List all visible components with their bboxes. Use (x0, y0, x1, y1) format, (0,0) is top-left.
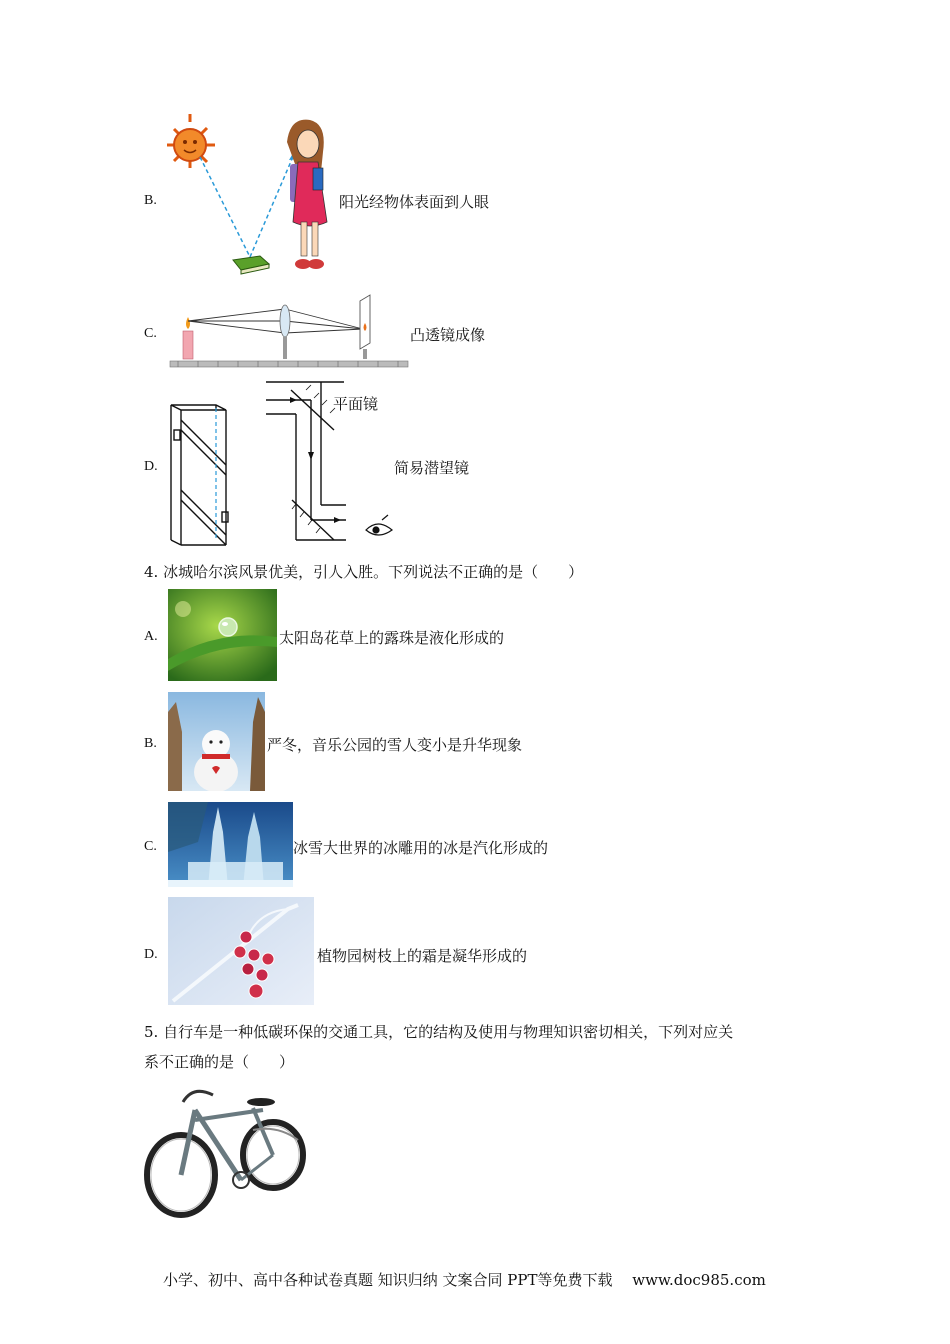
question-stem-5-line1: 5. 自行车是一种低碳环保的交通工具，它的结构及使用与物理知识密切相关，下列对应关 (144, 1023, 734, 1041)
page-footer: 小学、初中、高中各种试卷真题 知识归纳 文案合同 PPT等免费下载 www.doc985.com (163, 1271, 766, 1289)
figure-label-mirror: 平面镜 (333, 395, 379, 413)
bicycle-icon (147, 1091, 303, 1215)
option-caption: 植物园树枝上的霜是凝华形成的 (317, 947, 528, 965)
option-letter-c: C. (144, 326, 157, 341)
option-caption: 严冬，音乐公园的雪人变小是升华现象 (267, 736, 523, 754)
option-letter-b: B. (144, 193, 157, 208)
option-caption: 太阳岛花草上的露珠是液化形成的 (279, 629, 505, 647)
candle-icon (183, 317, 193, 359)
ice-sculpture-photo (168, 802, 293, 887)
screen-icon (360, 295, 370, 359)
question-stem-5-line2: 系不正确的是（ ） (144, 1053, 295, 1071)
convex-lens-figure (168, 293, 410, 371)
question-stem-4: 4. 冰城哈尔滨风景优美，引人入胜。下列说法不正确的是（ ） (144, 563, 584, 581)
option-caption: 阳光经物体表面到人眼 (339, 193, 490, 211)
girl-icon (287, 120, 327, 269)
option-letter-b: B. (144, 736, 157, 751)
lens-icon (280, 305, 290, 359)
option-caption: 冰雪大世界的冰雕用的冰是汽化形成的 (293, 839, 549, 857)
reflection-figure (165, 112, 345, 282)
book-icon (233, 256, 269, 274)
frost-berries-photo (168, 897, 314, 1005)
sun-icon (167, 114, 215, 168)
eye-icon (366, 515, 392, 535)
option-letter-d: D. (144, 459, 158, 474)
bicycle-image (143, 1080, 311, 1220)
dew-photo (168, 589, 277, 681)
option-caption: 凸透镜成像 (410, 326, 486, 344)
option-letter-a: A. (144, 629, 158, 644)
option-caption: 简易潜望镜 (394, 459, 470, 477)
option-letter-c: C. (144, 839, 157, 854)
snowman-photo (168, 692, 265, 791)
option-letter-d: D. (144, 947, 158, 962)
